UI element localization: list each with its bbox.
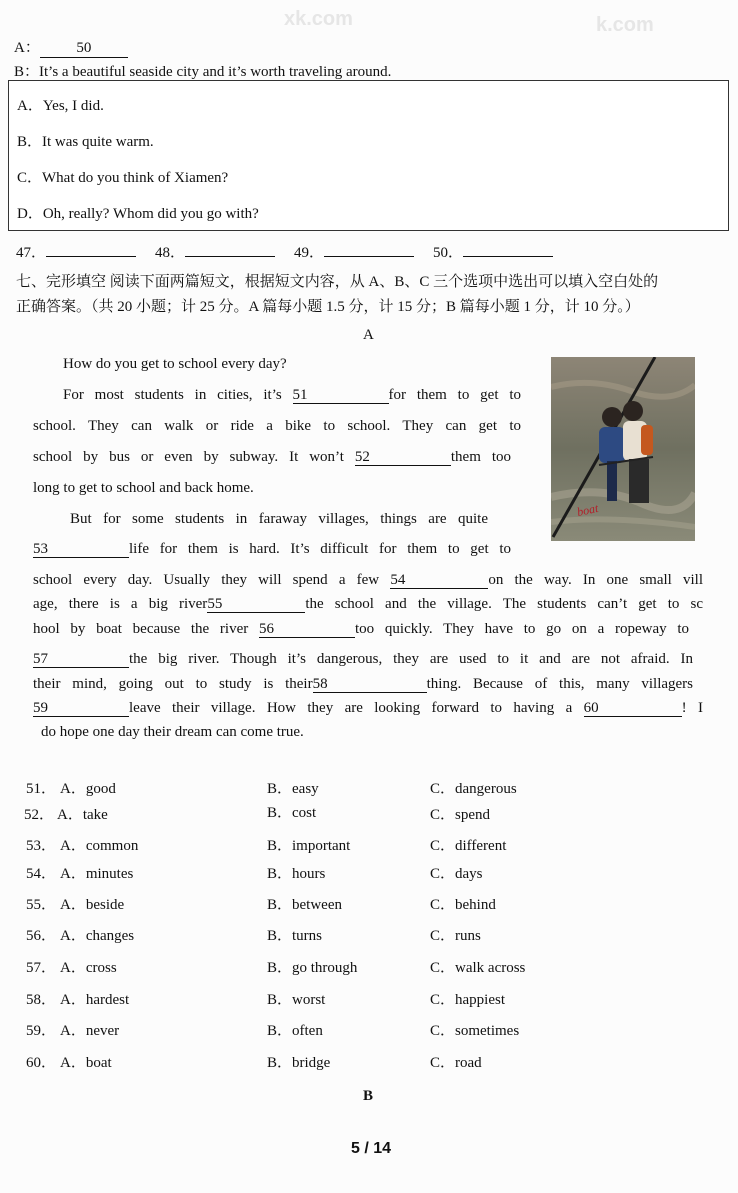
question-number: 56． xyxy=(26,928,57,944)
watermark: xk.com xyxy=(284,8,353,30)
question-option-b: B．hours xyxy=(267,866,326,882)
question-option-a: A．beside xyxy=(60,897,125,913)
question-number: 55． xyxy=(26,897,57,913)
question-number: 51． xyxy=(26,781,57,797)
question-number: 60． xyxy=(26,1055,57,1071)
passage-line xyxy=(33,652,693,668)
answer-blank-57: 57 xyxy=(33,652,129,668)
passage-line: school. They can walk or ride a bike to school. They can get to xyxy=(33,418,521,434)
option-a: A．Yes, I did. xyxy=(17,98,104,114)
passage-line: long to get to school and back home. xyxy=(33,480,254,496)
question-option-b: B．cost xyxy=(267,805,317,821)
question-number: 58． xyxy=(26,992,57,1008)
answer-blank-56: 56 xyxy=(259,622,355,638)
ropeway-photo xyxy=(551,357,695,541)
passage-line xyxy=(63,388,521,404)
answer-blank xyxy=(185,256,275,257)
page-number: 5 / 14 xyxy=(351,1140,392,1157)
answer-blank-51: 51 xyxy=(293,388,389,404)
passage-text: leave their village. How they are looking forward to having a xyxy=(129,700,573,716)
answer-blank-53: 53 xyxy=(33,542,129,558)
question-option-c: C．days xyxy=(430,866,483,882)
question-option-a: A．cross xyxy=(60,960,117,976)
passage-line: do hope one day their dream can come true. xyxy=(41,724,304,740)
passage-line xyxy=(33,597,703,613)
passage-text: thing. Because of this, many villagers xyxy=(426,676,694,692)
passage-text: school by bus or even by subway. It won’t xyxy=(33,449,344,465)
passage-line xyxy=(33,450,511,466)
question-option-b: B．turns xyxy=(267,928,323,944)
question-option-a: A．changes xyxy=(60,928,135,944)
passage-text: school every day. Usually they will spend a few xyxy=(33,572,380,588)
question-option-b: B．go through xyxy=(267,960,358,976)
passage-a-heading: A xyxy=(363,327,374,343)
passage-line: How do you get to school every day? xyxy=(63,356,287,372)
passage-line xyxy=(33,542,511,558)
passage-text: the school and the village. The students can’t get to sc xyxy=(305,596,703,612)
passage-text: their mind, going out to study is their xyxy=(33,676,313,692)
watermark: k.com xyxy=(596,14,654,36)
question-option-b: B．bridge xyxy=(267,1055,331,1071)
passage-line xyxy=(33,701,703,717)
question-option-a: A．take xyxy=(57,807,108,823)
section-instructions-line2: 正确答案。（共 20 小题；计 25 分。A 篇每小题 1.5 分，计 15 分；B 篇每小题 1 分，计 10 分。） xyxy=(16,299,640,315)
question-option-c: C．runs xyxy=(430,928,481,944)
question-number: 54． xyxy=(26,866,57,882)
passage-text: For most students in cities, it’s xyxy=(63,387,282,403)
question-option-c: C．sometimes xyxy=(430,1023,520,1039)
question-option-a: A．good xyxy=(60,781,116,797)
answer-line-47 xyxy=(16,241,136,262)
answer-blank-58: 58 xyxy=(313,677,427,693)
question-option-c: C．behind xyxy=(430,897,496,913)
question-option-b: B．easy xyxy=(267,781,319,797)
answer-number: 47． xyxy=(16,245,47,261)
answer-blank-54: 54 xyxy=(390,573,488,589)
passage-text: age, there is a big river xyxy=(33,596,208,612)
question-option-b: B．often xyxy=(267,1023,323,1039)
question-option-c: C．dangerous xyxy=(430,781,517,797)
answer-line-50 xyxy=(433,241,553,262)
options-box xyxy=(8,80,729,231)
question-option-a: A．never xyxy=(60,1023,120,1039)
question-option-a: A．minutes xyxy=(60,866,134,882)
photo-caption: boat xyxy=(575,500,600,520)
passage-b-heading: B xyxy=(363,1088,374,1104)
answer-blank xyxy=(46,256,136,257)
passage-text: the big river. Though it’s dangerous, they are used to it and are not afraid. In xyxy=(129,651,693,667)
passage-line xyxy=(33,573,703,589)
answer-number: 49． xyxy=(294,245,325,261)
speaker-a-label: A： xyxy=(14,40,40,56)
option-c: C．What do you think of Xiamen? xyxy=(17,170,229,186)
answer-blank xyxy=(463,256,553,257)
answer-blank xyxy=(324,256,414,257)
answer-blank-59: 59 xyxy=(33,701,129,717)
question-option-c: C．happiest xyxy=(430,992,505,1008)
passage-line xyxy=(33,622,689,638)
answer-number: 48． xyxy=(155,245,186,261)
passage-line xyxy=(33,677,693,693)
question-option-a: A．boat xyxy=(60,1055,112,1071)
dialog-line-b: B：It’s a beautiful seaside city and it’s worth traveling around. xyxy=(14,64,392,80)
answer-line-48 xyxy=(155,241,275,262)
question-option-c: C．different xyxy=(430,838,507,854)
question-option-b: B．between xyxy=(267,897,342,913)
question-option-a: A．common xyxy=(60,838,139,854)
answer-number: 50． xyxy=(433,245,464,261)
passage-line: But for some students in faraway villages, things are quite xyxy=(70,511,488,527)
passage-text: on the way. In one small vill xyxy=(488,572,704,588)
passage-text: hool by boat because the river xyxy=(33,621,249,637)
question-option-c: C．walk across xyxy=(430,960,526,976)
question-number: 57． xyxy=(26,960,57,976)
question-number: 53． xyxy=(26,838,57,854)
passage-text: ! I xyxy=(681,700,703,716)
answer-blank-55: 55 xyxy=(207,597,305,613)
passage-text: for them to get to xyxy=(388,387,521,403)
passage-text: them too xyxy=(450,449,511,465)
question-option-b: B．important xyxy=(267,838,351,854)
option-d: D．Oh, really? Whom did you go with? xyxy=(17,206,259,222)
answer-blank-52: 52 xyxy=(355,450,451,466)
question-number: 52． xyxy=(24,807,55,823)
question-option-a: A．hardest xyxy=(60,992,130,1008)
passage-text: too quickly. They have to go on a ropeway to xyxy=(355,621,690,637)
passage-text: life for them is hard. It’s difficult for them to get to xyxy=(129,541,511,557)
question-option-c: C．spend xyxy=(430,807,491,823)
question-number: 59． xyxy=(26,1023,57,1039)
question-option-c: C．road xyxy=(430,1055,482,1071)
question-option-b: B．worst xyxy=(267,992,326,1008)
dialog-line-a xyxy=(14,36,128,58)
option-b: B．It was quite warm. xyxy=(17,134,154,150)
answer-blank-50: 50 xyxy=(40,40,128,58)
answer-line-49 xyxy=(294,241,414,262)
answer-blank-60: 60 xyxy=(584,701,682,717)
section-instructions-line1: 七、完形填空 阅读下面两篇短文，根据短文内容，从 A、B、C 三个选项中选出可以填入空白处的 xyxy=(16,274,659,290)
